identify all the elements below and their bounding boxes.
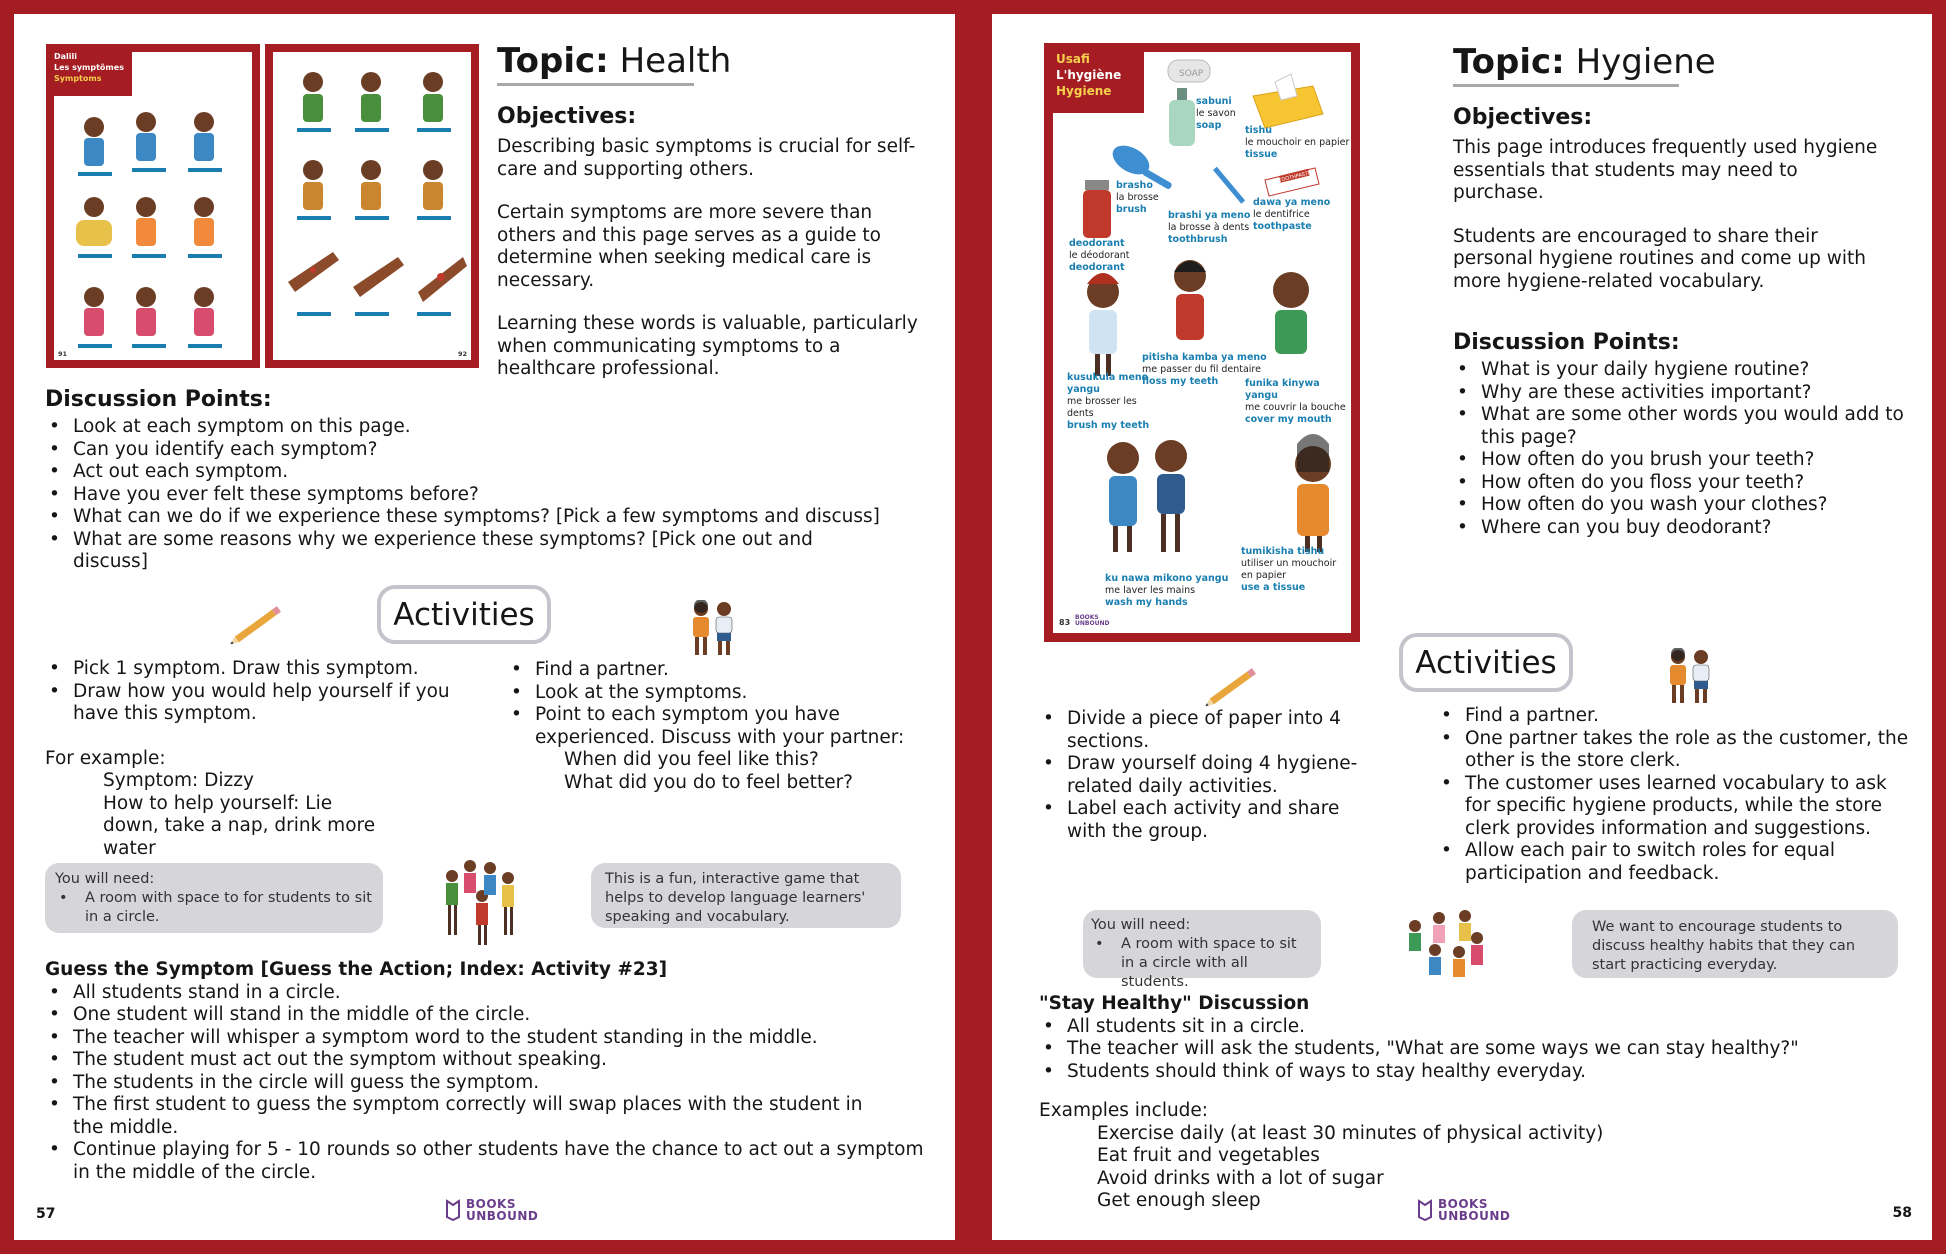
list-item: • What is your daily hygiene routine?	[1453, 359, 1913, 382]
discussion-heading: Discussion Points:	[45, 387, 272, 412]
list-item: • Have you ever felt these symptoms before?	[45, 484, 915, 507]
game-title: Guess the Symptom [Guess the Action; Index: Activity #23]	[45, 959, 668, 980]
list-item: • A room with space to for students to sit in a circle.	[55, 889, 373, 927]
vocab-label-cover-mouth: funika kinywa yangu me couvrir la bouche cover my mouth	[1245, 378, 1346, 425]
discussion-section	[1453, 329, 1913, 539]
children-pair-icon	[687, 600, 739, 660]
symptom-illustrations	[54, 92, 252, 368]
game-steps	[1039, 1016, 1919, 1084]
list-item: • Label each activity and share with the group.	[1039, 798, 1359, 843]
vocab-label-brush: brasho la brosse brush	[1116, 180, 1159, 215]
vocab-label-wash-hands: ku nawa mikono yangu me laver les mains wash my hands	[1105, 573, 1229, 608]
objectives-section	[497, 103, 927, 381]
vocab-label-soap: sabuni le savon soap	[1196, 96, 1236, 131]
example-line: Eat fruit and vegetables	[1097, 1145, 1320, 1166]
children-group-icon	[1403, 902, 1487, 988]
title-underline	[497, 83, 694, 86]
page-number: 58	[1892, 1205, 1912, 1221]
example-line: Exercise daily (at least 30 minutes of physical activity)	[1097, 1122, 1604, 1144]
you-will-need-box	[45, 863, 383, 933]
objective-paragraph: Certain symptoms are more severe than others and this page serves as a guide to determine when seeking medical care is necessary.	[497, 202, 881, 291]
objective-paragraph: This page introduces frequently used hygiene essentials that students may need to purchase.	[1453, 137, 1878, 203]
you-will-need-label: You will need:	[55, 871, 155, 887]
vocab-label-toothbrush: brashi ya meno la brosse à dents toothbrush	[1168, 210, 1251, 245]
list-item: • The students in the circle will guess the symptom.	[45, 1072, 925, 1095]
list-item: • Look at each symptom on this page.	[45, 416, 915, 439]
children-group-icon	[438, 856, 522, 948]
thumbnail-page-number: 83	[1059, 618, 1071, 627]
you-will-need-box	[1083, 910, 1321, 990]
symptoms-page-thumbnail-1	[46, 44, 260, 368]
activity-right	[507, 659, 927, 794]
open-book-icon	[444, 1199, 462, 1221]
you-will-need-list	[1091, 935, 1313, 992]
activity-right-list	[1437, 705, 1917, 885]
list-item: • Where can you buy deodorant?	[1453, 517, 1913, 540]
list-item: • The first student to guess the symptom correctly will swap places with the student in the middle.	[45, 1094, 893, 1139]
example-line: Get enough sleep	[1097, 1190, 1261, 1211]
discussion-list	[1453, 359, 1913, 539]
objectives-heading: Objectives:	[497, 104, 637, 129]
page-title: Topic: Health	[497, 41, 732, 81]
example-line: Symptom: Dizzy	[103, 770, 254, 791]
discussion-section	[45, 386, 915, 574]
list-item: • Find a partner.	[507, 659, 927, 682]
thumbnail-logo: BOOKS UNBOUND	[1075, 614, 1110, 627]
list-item: • Can you identify each symptom?	[45, 439, 915, 462]
activity-left-list	[1039, 708, 1359, 843]
list-item: • Pick 1 symptom. Draw this symptom.	[45, 658, 515, 681]
objective-paragraph: Learning these words is valuable, particularly when communicating symptoms to a healthcare professional.	[497, 313, 918, 379]
objectives-section	[1453, 104, 1913, 293]
left-page	[14, 14, 955, 1240]
list-item: • What are some reasons why we experience these symptoms? [Pick one out and discuss]	[45, 529, 813, 574]
game-steps	[45, 982, 925, 1185]
activity-left-list	[45, 658, 515, 726]
open-book-icon	[1416, 1199, 1434, 1221]
thumbnail-title-tag: Dalili Les symptômes Symptoms	[46, 44, 132, 96]
activity-left	[1039, 708, 1359, 843]
list-item: • How often do you wash your clothes?	[1453, 494, 1913, 517]
vocab-label-tissue: tishu le mouchoir en papier tissue	[1245, 125, 1350, 160]
symptoms-page-thumbnail-2	[265, 44, 479, 368]
title-underline	[1453, 84, 1679, 87]
list-item: • Act out each symptom.	[45, 461, 915, 484]
list-item: • The student must act out the symptom without speaking.	[45, 1049, 925, 1072]
children-pair-icon	[1664, 648, 1716, 708]
activity-right-list	[507, 659, 927, 749]
vocab-label-toothpaste: dawa ya meno le dentifrice toothpaste	[1253, 197, 1331, 232]
list-item: • Draw how you would help yourself if you have this symptom.	[45, 681, 498, 726]
page-number: 57	[36, 1206, 56, 1222]
game-section	[45, 959, 925, 1184]
activities-badge: Activities	[1399, 633, 1573, 692]
svg-text:SOAP: SOAP	[1179, 69, 1204, 79]
list-item: • What are some other words you would add to this page?	[1453, 404, 1913, 449]
list-item: • The teacher will whisper a symptom word to the student standing in the middle.	[45, 1027, 925, 1050]
books-unbound-logo: BOOKS UNBOUND	[1416, 1198, 1510, 1222]
list-item: • All students sit in a circle.	[1039, 1016, 1919, 1039]
books-unbound-logo: BOOKS UNBOUND	[444, 1198, 538, 1222]
you-will-need-label: You will need:	[1091, 917, 1191, 933]
list-item: • Divide a piece of paper into 4 sections.	[1039, 708, 1359, 753]
discussion-list	[45, 416, 915, 574]
vocab-label-floss-teeth: pitisha kamba ya meno me passer du fil dentaire floss my teeth	[1142, 352, 1267, 387]
objectives-heading: Objectives:	[1453, 105, 1593, 130]
list-item: • Draw yourself doing 4 hygiene-related daily activities.	[1039, 753, 1359, 798]
vocab-label-use-tissue: tumikisha tishu utiliser un mouchoir en papier use a tissue	[1241, 546, 1337, 593]
list-item: • Look at the symptoms.	[507, 682, 927, 705]
list-item: • One student will stand in the middle of the circle.	[45, 1004, 925, 1027]
list-item: • All students stand in a circle.	[45, 982, 925, 1005]
discussion-heading: Discussion Points:	[1453, 330, 1680, 355]
list-item: • Allow each pair to switch roles for equal participation and feedback.	[1437, 840, 1917, 885]
vocab-label-brush-teeth: kusukula meno yangu me brosser les dents brush my teeth	[1067, 372, 1150, 431]
thumbnail-page-number: 92	[457, 350, 467, 358]
example-line: How to help yourself: Lie down, take a nap, drink more water	[103, 792, 376, 859]
thumbnail-title-tag: Usafi L'hygiène Hygiene	[1044, 43, 1144, 113]
right-page	[992, 14, 1932, 1240]
list-item: • Point to each symptom you have experienced. Discuss with your partner:	[507, 704, 927, 749]
you-will-need-list	[55, 889, 373, 927]
objective-paragraph: Students are encouraged to share their personal hygiene routines and come up with more hygiene-related vocabulary.	[1453, 225, 1867, 292]
list-item: • How often do you brush your teeth?	[1453, 449, 1913, 472]
thumbnail-page-number: 91	[58, 350, 68, 358]
examples-label: Examples include:	[1039, 1100, 1209, 1121]
example-line: Avoid drinks with a lot of sugar	[1097, 1167, 1384, 1189]
activities-badge: Activities	[377, 585, 551, 644]
list-item: • What can we do if we experience these symptoms? [Pick a few symptoms and discuss]	[45, 506, 915, 529]
list-item: • The teacher will ask the students, "What are some ways we can stay healthy?"	[1039, 1038, 1919, 1061]
list-item: • Find a partner.	[1437, 705, 1917, 728]
activity-left	[45, 658, 515, 860]
list-item: • Students should think of ways to stay healthy everyday.	[1039, 1061, 1919, 1084]
list-item: • The customer uses learned vocabulary to ask for specific hygiene products, while the store clerk provides information and suggestions.	[1437, 773, 1917, 841]
hygiene-page-thumbnail	[1044, 43, 1360, 642]
pencil-icon	[1203, 664, 1265, 708]
example-label: For example:	[45, 747, 166, 769]
game-title: "Stay Healthy" Discussion	[1039, 993, 1310, 1014]
discussion-question: When did you feel like this?	[564, 749, 819, 770]
list-item: • How often do you floss your teeth?	[1453, 472, 1913, 495]
page-title: Topic: Hygiene	[1453, 42, 1716, 82]
objective-paragraph: Describing basic symptoms is crucial for self-care and supporting others.	[497, 136, 916, 180]
activity-note: This is a fun, interactive game that helps to develop language learners' speaking and vocabulary.	[591, 863, 901, 928]
list-item: • Continue playing for 5 - 10 rounds so other students have the chance to act out a symptom in the middle of the circle.	[45, 1139, 933, 1184]
game-section	[1039, 993, 1919, 1213]
activity-note: We want to encourage students to discuss healthy habits that they can start practicing everyday.	[1572, 910, 1898, 978]
vocab-label-deodorant: deodorant le déodorant deodorant	[1069, 238, 1130, 273]
pencil-icon	[228, 602, 290, 646]
list-item: • One partner takes the role as the customer, the other is the store clerk.	[1437, 728, 1917, 773]
activity-right	[1437, 705, 1917, 885]
discussion-question: What did you do to feel better?	[564, 771, 853, 793]
list-item: • A room with space to sit in a circle with all students.	[1091, 935, 1313, 992]
symptom-illustrations	[273, 52, 471, 360]
list-item: • Why are these activities important?	[1453, 382, 1913, 405]
svg-text:TOOTHPASTE: TOOTHPASTE	[1278, 170, 1312, 184]
